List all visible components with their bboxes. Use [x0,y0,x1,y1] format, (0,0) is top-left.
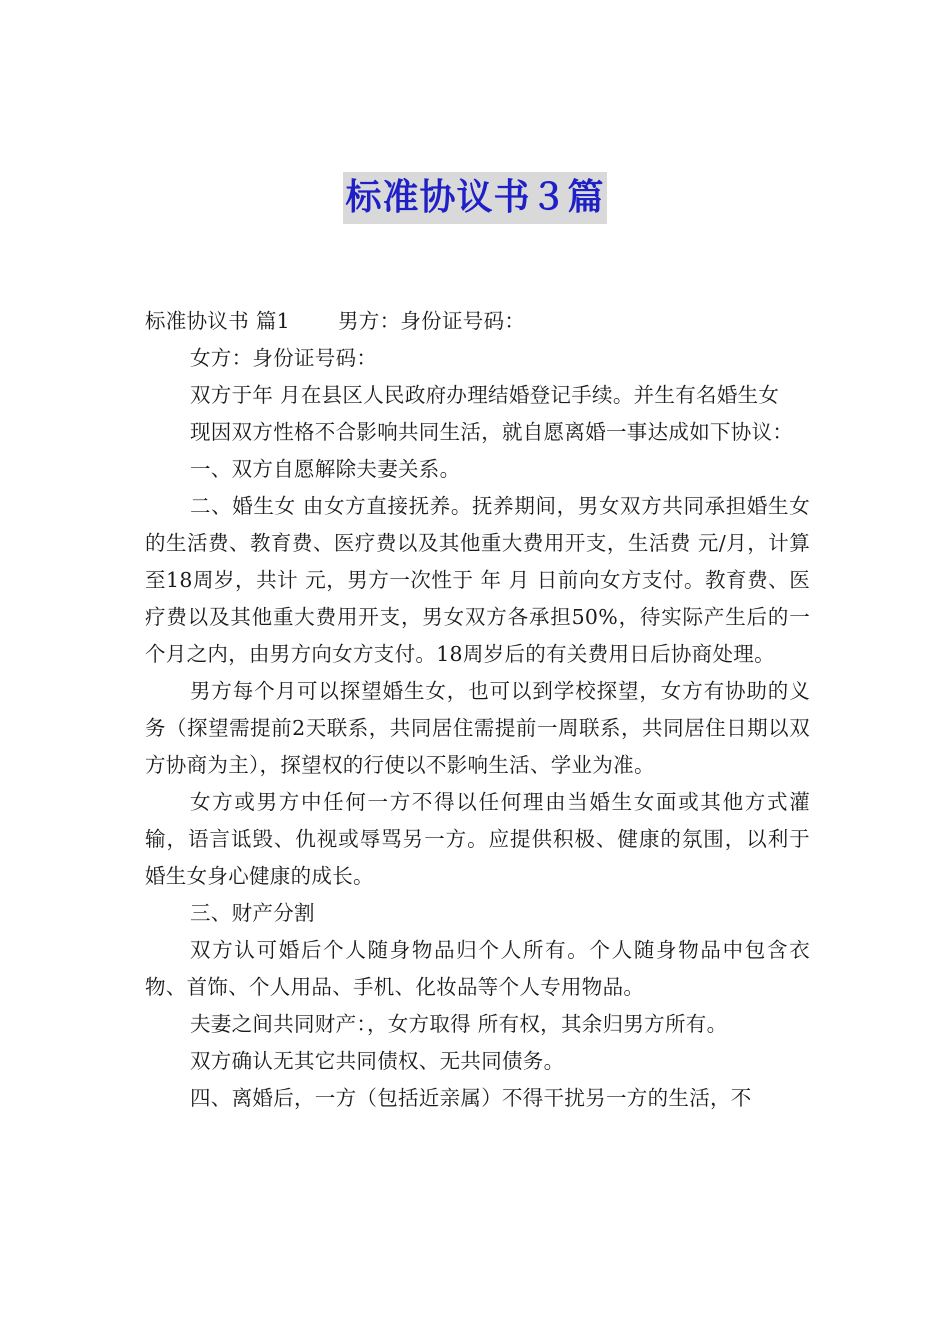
document-title: 标准协议书３篇 [343,172,606,224]
paragraph: 现因双方性格不合影响共同生活，就自愿离婚一事达成如下协议： [190,420,794,444]
first-line [145,303,810,340]
paragraph: 二、婚生女 由女方直接抚养。抚养期间，男女双方共同承担婚生女的生活费、教育费、医疗费以及其他重大费用开支，生活费 元/月，计算至18周岁，共计 元，男方一次性于 年 月 日前向女方支付。教育费、医疗费以及其他重大费用开支，男女双方各承担50%，待实际产生后的一个月之内，由男方向女方支付。18周岁后的有关费用日后协商处理。 [145,494,810,666]
paragraph: 女方或男方中任何一方不得以任何理由当婚生女面或其他方式灌输，语言诋毁、仇视或辱骂另一方。应提供积极、健康的氛围，以利于婚生女身心健康的成长。 [145,790,810,888]
male-id-line: 男方：身份证号码： [337,309,526,333]
paragraph: 夫妻之间共同财产：，女方取得 所有权，其余归男方所有。 [190,1012,728,1036]
title-container [0,172,950,224]
paragraph: 双方认可婚后个人随身物品归个人所有。个人随身物品中包含衣物、首饰、个人用品、手机、化妆品等个人专用物品。 [145,938,810,999]
paragraph: 三、财产分割 [190,901,315,925]
section-heading: 标准协议书 篇1 [145,309,290,333]
paragraph: 一、双方自愿解除夫妻关系。 [190,457,461,481]
paragraph: 男方每个月可以探望婚生女，也可以到学校探望，女方有协助的义务（探望需提前2天联系，共同居住需提前一周联系，共同居住日期以双方协商为主），探望权的行使以不影响生活、学业为准。 [145,679,810,777]
paragraph: 双方确认无其它共同债权、无共同债务。 [190,1049,565,1073]
paragraph: 四、离婚后，一方（包括近亲属）不得干扰另一方的生活，不 [190,1086,752,1110]
paragraph: 女方：身份证号码： [190,346,378,370]
document-body [145,303,810,1117]
paragraph: 双方于年 月在县区人民政府办理结婚登记手续。并生有名婚生女 [190,383,780,407]
